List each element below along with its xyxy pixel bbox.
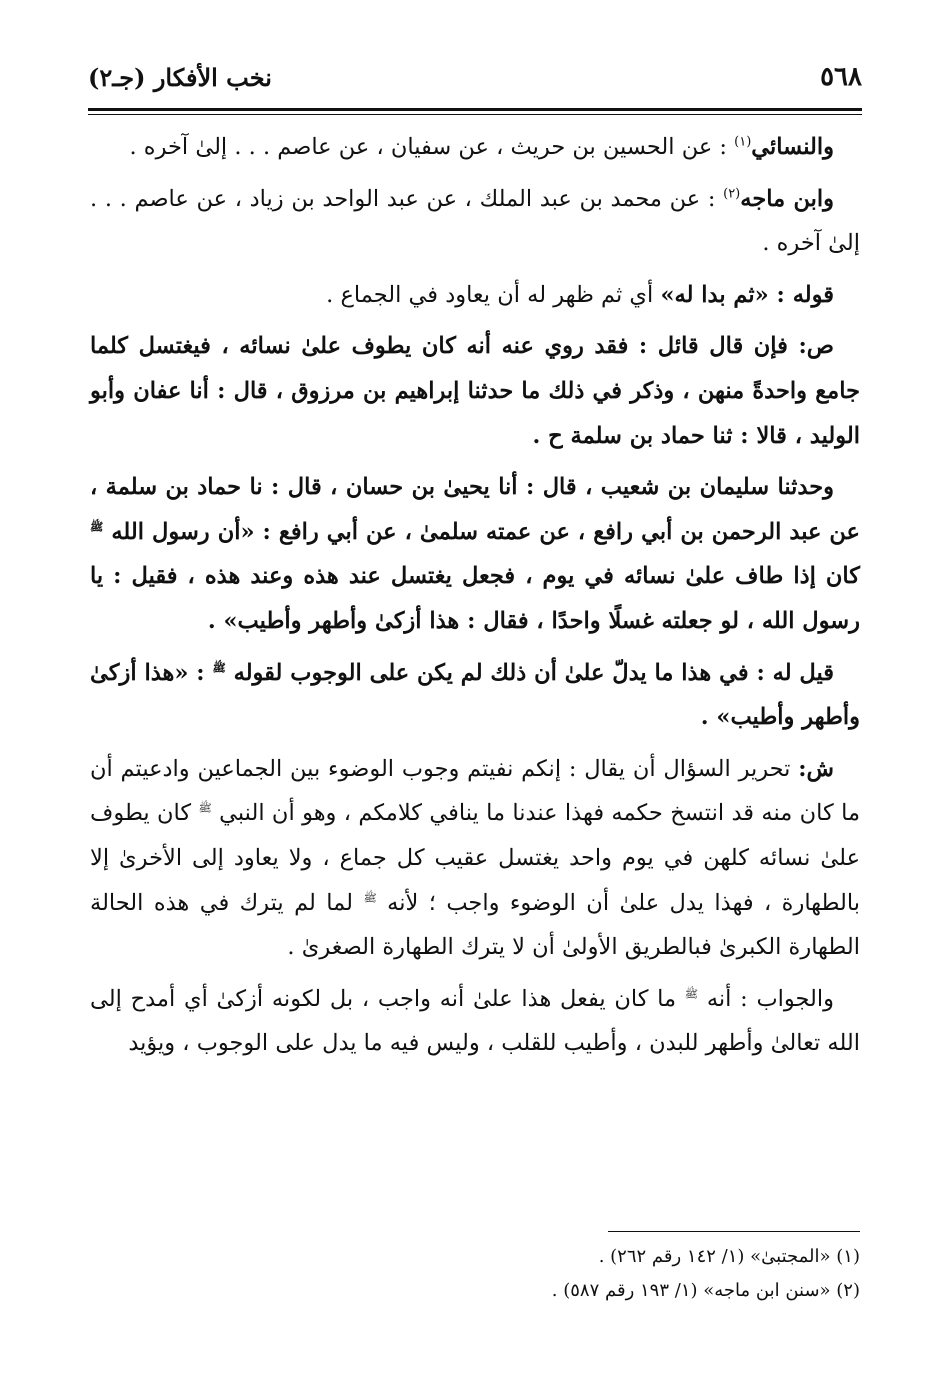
honorific-symbol: ﷺ — [90, 520, 104, 534]
paragraph-lead: وابن ماجه — [740, 185, 834, 212]
paragraph-text: تحرير السؤال أن يقال : إنكم نفيتم وجوب الوضوء بين الجماعين وادعيتم أن ما كان منه قد انتسخ حكمه فهذا عندنا ما ينافي كلامكم ، وهو أن النبي — [90, 755, 860, 827]
paragraph-isnad — [90, 465, 860, 643]
footnote-ref[interactable]: (١) — [734, 134, 752, 150]
paragraph-lead: ش: — [798, 755, 834, 782]
paragraph-sad — [90, 324, 860, 458]
paragraph-text: وحدثنا سليمان بن شعيب ، قال : أنا يحيىٰ بن حسان ، قال : نا حماد بن سلمة ، عن عبد الرحمن بن أبي رافع ، عن عمته سلمىٰ ، عن أبي رافع : «أن رسول الله — [90, 474, 860, 545]
paragraph-text: والجواب : أنه — [698, 985, 835, 1012]
paragraph-lead: قوله : «ثم بدا له» — [660, 281, 834, 308]
paragraph-nasai — [90, 125, 860, 170]
page-number: ٥٦٨ — [820, 62, 862, 92]
paragraph-text: : عن محمد بن عبد الملك ، عن عبد الواحد بن زياد ، عن عاصم . . . إلىٰ آخره . — [90, 185, 860, 257]
header-rule-thin — [88, 114, 862, 115]
footnote-separator — [608, 1231, 860, 1232]
honorific-symbol: ﷺ — [198, 801, 212, 815]
page-header — [88, 62, 862, 92]
footnote-ref[interactable]: (٢) — [723, 186, 741, 202]
paragraph-ibn-majah — [90, 177, 860, 266]
running-title: نخب الأفكار (جـ٢) — [88, 63, 272, 92]
paragraph-text: : عن الحسين بن حريث ، عن سفيان ، عن عاصم . . . إلىٰ آخره . — [129, 134, 735, 160]
paragraph-text: أي ثم ظهر له أن يعاود في الجماع . — [326, 281, 661, 308]
footnote-2: (٢) «سنن ابن ماجه» (١/ ١٩٣ رقم ٥٨٧) . — [551, 1280, 860, 1301]
footnotes — [90, 1240, 860, 1308]
paragraph-text: لما لم يترك في هذه الحالة الطهارة الكبرىٰ فبالطريق الأولىٰ أن لا يترك الطهارة الصغرىٰ . — [90, 889, 860, 961]
paragraph-text: قيل له : في هذا ما يدلّ علىٰ أن ذلك لم يكن على الوجوب لقوله — [225, 659, 834, 686]
honorific-symbol: ﷺ — [363, 891, 377, 904]
main-text — [90, 125, 860, 1073]
honorific-symbol: ﷺ — [684, 987, 699, 1001]
paragraph-text: ص: فإن قال قائل : فقد روي عنه أنه كان يطوف علىٰ نسائه ، فيغتسل كلما جامع واحدةً منهن ، وذكر في ذلك ما حدثنا إبراهيم بن مرزوق ، قال : أنا عفان وأبو الوليد ، قالا : ثنا حماد بن سلمة ح . — [90, 333, 860, 449]
paragraph-sharh — [90, 747, 860, 970]
header-rule-thick — [88, 108, 862, 111]
paragraph-jawab — [90, 977, 860, 1066]
paragraph-text: : «هذا أزكىٰ وأطهر وأطيب» . — [90, 659, 860, 731]
honorific-symbol: ﷺ — [212, 661, 226, 675]
paragraph-text: ما كان يفعل هذا علىٰ أنه واجب ، بل لكونه أزكىٰ أي أمدح إلى الله تعالىٰ وأطهر للبدن ، وأطيب للقلب ، وليس فيه ما يدل على الوجوب ، ويؤيد — [90, 985, 860, 1057]
paragraph-qawluhu — [90, 273, 860, 318]
paragraph-text: كان إذا طاف علىٰ نسائه في يوم ، فجعل يغتسل عند هذه وعند هذه ، فقيل : يا رسول الله ، لو جعلته غسلًا واحدًا ، فقال : هذا أزكىٰ وأطهر وأطيب» . — [90, 563, 860, 634]
paragraph-text: كان يطوف علىٰ نسائه كلهن في يوم واحد يغتسل عقيب كل جماع ، ولا يعاود إلى الأخرىٰ إلا بالطهارة ، فهذا يدل علىٰ أن الوضوء واجب ؛ لأنه — [90, 800, 860, 916]
footnote-1: (١) «المجتبىٰ» (١/ ١٤٢ رقم ٢٦٢) . — [598, 1246, 860, 1267]
paragraph-qila-lahu — [90, 651, 860, 740]
paragraph-lead: والنسائي — [751, 134, 834, 160]
